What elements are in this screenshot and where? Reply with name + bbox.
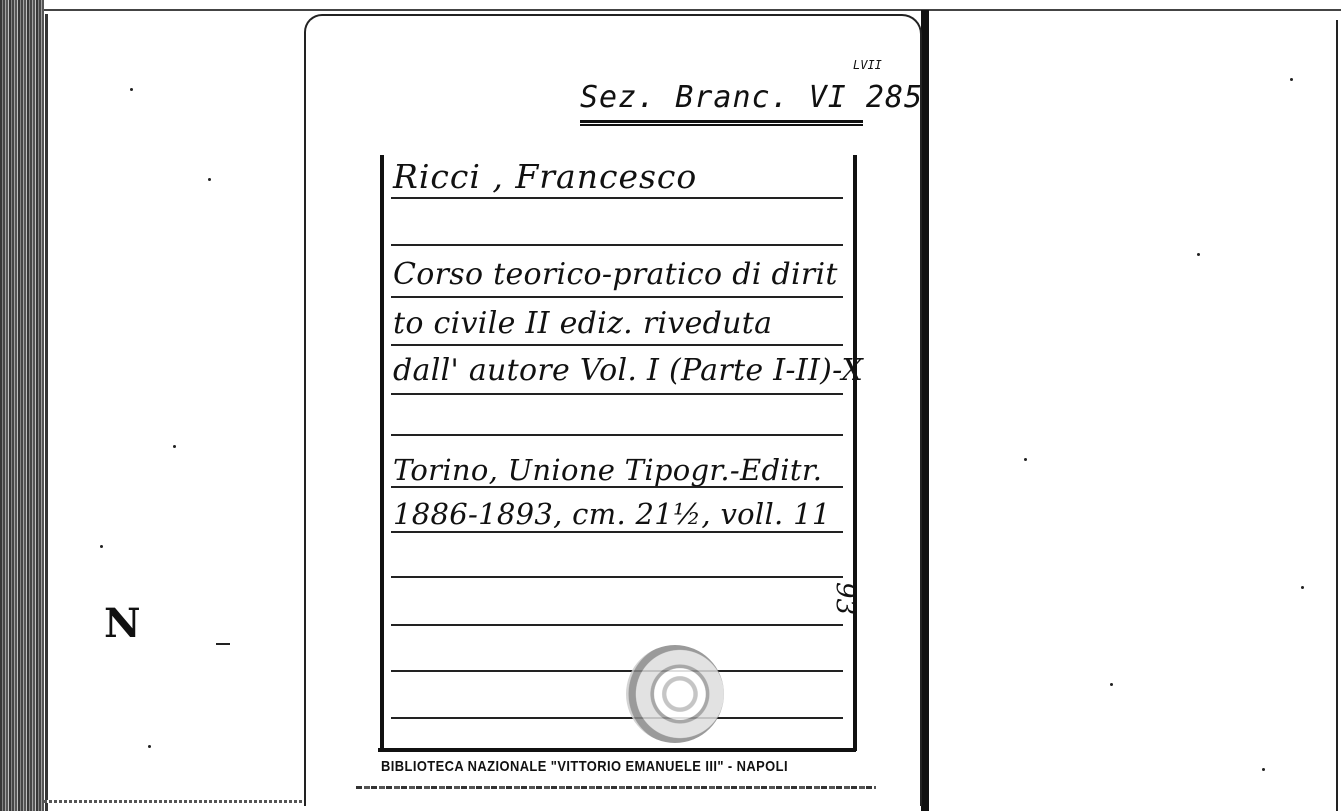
side-number: 93 [830,582,860,616]
author-entry: Ricci , Francesco [393,157,698,196]
ruled-line [391,434,843,436]
scan-right-edge [1333,20,1341,811]
shelfmark-underline [580,124,863,126]
footer-underline [356,786,876,789]
scan-top-edge [44,0,1341,14]
scan-speck [1197,253,1200,256]
title-line-1: Corso teorico-pratico di dirit [393,257,838,292]
ruled-line [391,531,843,533]
scan-speck [148,745,151,748]
library-stamp [626,645,724,743]
catalog-card [304,14,922,806]
scan-speck [100,545,103,548]
title-line-2: to civile II ediz. riveduta [393,306,773,341]
ruled-line [391,576,843,578]
ruled-line [391,670,843,672]
ruled-line [391,717,843,719]
ruled-line [391,244,843,246]
library-footer: BIBLIOTECA NAZIONALE "VITTORIO EMANUELE III" - NAPOLI [381,758,788,775]
card-frame-right [853,155,857,751]
ruled-line [391,197,843,199]
imprint-line-1: Torino, Unione Tipogr.-Editr. [393,453,823,487]
card-frame-bottom [378,748,856,752]
shelfmark-superscript: LVII [853,58,882,72]
scan-speck [208,178,211,181]
card-frame-left [380,155,384,751]
ruled-line [391,296,843,298]
scan-speck [1290,78,1293,81]
scan-speck [1024,458,1027,461]
imprint-line-2: 1886-1893, cm. 21½, voll. 11 [393,497,831,531]
scan-speck [173,445,176,448]
scan-speck [130,88,133,91]
margin-dash [216,643,230,645]
scan-right-rule [921,10,929,811]
ruled-line [391,344,843,346]
shelfmark: Sez. Branc. VI 285 [580,80,924,115]
title-line-3: dall' autore Vol. I (Parte I-II)-X [393,353,864,388]
ruled-line [391,624,843,626]
shelfmark-underline [580,120,863,123]
scan-speck [1262,768,1265,771]
margin-letter: N [104,600,141,647]
ruled-line [391,393,843,395]
scan-left-edge [0,0,44,811]
scan-speck [1110,683,1113,686]
scan-speck [1301,586,1304,589]
